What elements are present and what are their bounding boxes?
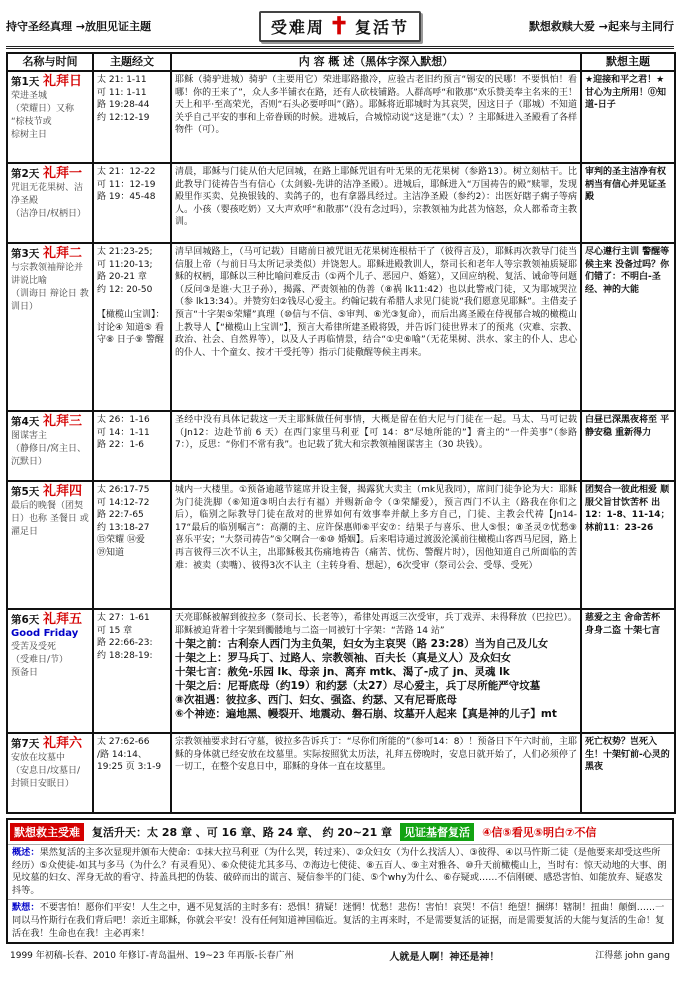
day-sub: 与宗教领袖辩论并讲说比喻 （训诲日 辩论日 教训日） [11,263,89,312]
table-row [7,481,675,609]
resurrection-header [8,820,672,844]
scripture-cell: 太 26：1-16 可 14：1-11 路 22：1-6 [93,411,171,481]
scripture-cell: 太 26:17-75 可 14:12-72 路 22:7-65 约 13:18-27 ⑮荣耀 ⑭爱 ⑲知道 [93,481,171,609]
theme-cell: 团契合一彼此相爱 顺服父旨甘饮苦杯 出12：1-8、11-14；林前11：23-26 [581,481,675,609]
day-number: 第6天 [11,614,40,626]
feast-label: 礼拜二 [42,246,82,261]
content-cell: 耶稣（骑驴进城）骑驴（主要用它）荣进耶路撒冷，应验古老旧约预言“锡安的民哪！不要惧怕！看哪！你的王来了”，众人多半铺衣在路，还有人砍枝铺路。人群高呼“和散那”欢乐赞美奉主名来的王！天上和平·至高荣光，否则“石头必要呼叫”（路）。耶稣将近耶城时为其哀哭，因这日子（耶城）不知道关乎自己平安的事和上帝眷顾的时候。进城后，合城惊动说“这是谁”（太）？主耶稣进入圣殿看了各样物件（可）。 [171,71,581,163]
theme-cell: 慈爱之主 舍命苦杯 身身二盗 十架七言 [581,609,675,733]
day-number: 第5天 [11,486,40,498]
day-cell [7,411,93,481]
header-left: 持守圣经真理 →放胆见证主题 [6,20,152,33]
day-cell [7,243,93,411]
col-date: 名称与时间 [7,53,93,71]
feast-label: 礼拜日 [42,74,82,89]
table-header-row [7,53,675,71]
footer-mid: 人就是人啊！神还是神！ [389,952,500,964]
day-sub: 最后的晚餐（团契日）也称 圣餐日 或 濯足日 [11,501,89,537]
feast-label: 礼拜六 [42,736,82,751]
col-theme: 默想主题 [581,53,675,71]
table-row [7,71,675,163]
theme-cell: 白昼已深黑夜将至 平静安稳 重新得力 [581,411,675,481]
feast-label: 礼拜一 [42,166,82,181]
col-content: 内 容 概 述（黑体字深入默想） [171,53,581,71]
day-cell [7,733,93,813]
day-cell [7,163,93,243]
title-right: 复活节 [355,17,410,37]
header [6,6,674,49]
content-cell [171,609,581,733]
theme-cell: 死亡权势？岂死入生！十架钉前-心灵的黑夜 [581,733,675,813]
day-cell [7,609,93,733]
summary-label: 概述： [12,847,40,858]
cross-line: 十架之后：尼哥底母（约19）和约瑟（太27）尽心爱主，兵丁尽所能严守坟墓 [175,680,541,693]
content-cell: 圣经中没有具体记载这一天主耶稣做任何事情，大概是留在伯大尼与门徒在一起。马太、马可记载（Jn12：边赴节前 6 天）在西门家里马利亚【可 14：8“尽她所能的”】膏主的“一件美事”（参路 7：），反思：“你们不常有我”。也记载了犹大和宗教领袖图谋害主（30 块钱）。 [171,411,581,481]
table-row [7,243,675,411]
col-scripture: 主题经文 [93,53,171,71]
schedule-table [6,52,676,814]
day-number: 第3天 [11,248,40,260]
scripture-cell: 太 21: 1-11 可 11: 1-11 路 19:28-44 约 12:12-19 [93,71,171,163]
title-left: 受难周 [270,17,325,37]
day-number: 第4天 [11,416,40,428]
content-cell: 城内一大楼里。①预备逾越节筵席并设主餐，揭露犹大卖主（mk见我同），席间门徒争论为大：耶稣为门徒洗脚（⑥知道③明白去行有福）并赐新命令（③荣耀爱），预言西门不认主（路我在你们之后），临别之际教导门徒在敌对的世界如何有效事奉并献上多方自己，门徒、主教会代祷【Jn14-17“最后的临别嘱言”：高潮的主、应许保惠师⑥平安⑦：结果子与喜乐、世人⑤恨；⑧圣灵⑦忧愁⑨喜乐平安；“大祭司祷告”⑤父啊合一⑥⑩ 婚姻】。后来唱诗通过渡汲沦溪前往橄榄山客西马尼园，路上再言彼得三次不认主，出耶稣极其伤痛地祷告（痛苦、忧伤、警醒片时），因他知道自己所面临的苦难：被卖（卖嘴）、彼得3次不认主（主转身看、想起），6次受审（祭司公会、受辱、受死） [171,481,581,609]
cross-line: 十架之前：古利奈人西门为主负架，妇女为主哀哭（路 23:28）当为自己及儿女 [175,638,549,651]
cross-line: 十架七言：赦免-乐园 lk、母亲 jn、离弃 mtk、渴了-成了 jn、灵魂 lk [175,666,510,679]
good-friday-label: Good Friday [11,628,79,639]
footer-right: 江得慈 john gang [595,951,670,962]
resurrection-section [6,818,674,944]
content-cell: 宗教领袖要求封石守墓，彼拉多告诉兵丁：“尽你们所能的”（参可14：8）！预备日下午六时前，主耶稣的身体就已经安放在坟墓里。实际按照犹太历法，礼拜五傍晚时，安息日就开始了，人们必须停了一切工，在整个安息日中，耶稣的身体一直在坟墓里。 [171,733,581,813]
page-title [259,11,421,42]
feast-label: 礼拜四 [42,484,82,499]
scripture-cell: 太 27：1-61 可 15 章 路 22:66-23: 约 18:28-19: [93,609,171,733]
footer-left: 1999 年初稿-长春、2010 年修订-青岛温州、19~23 年再版-长春广州 [10,951,294,962]
day-number: 第1天 [11,76,40,88]
feast-label: 礼拜三 [42,414,82,429]
summary-text: 果然复活的主多次显现并颁布大使命：①抹大拉马利亚（为什么哭，转过来）、②众妇女（为什么找活人）、③彼得、④以马忤斯二徒（是他要来却受这些所经历）⑤众使徒-如其与多马（为什么？有灵看见）、⑥众使徒尤其多马、⑦海边七使徒、⑧五百人、⑨主对雅各、⑩升天前橄榄山上，当时有：惊天动地的大事、朗见坟墓的妇女、浑身无故的看守、持盖具把的伪装、破碎而出的谎言、疑信参半的门徒、⑤个why为什么、⑥存疑或……不信刚硬、感恐害怕、如能放弃、疑惑发抖等。 [12,847,667,896]
day-number: 第2天 [11,168,40,180]
day-sub: 受苦及受死 （受难日/节） 预备日 [11,641,69,678]
content-cell: 清早回城路上，（马可记载）目睹前日被咒诅无花果树连根枯干了（彼得言及），耶稣再次教导门徒当信服上帝（与前日马太所记录类似）并饶恕人。耶稣进殿教训人，祭司长和老年人等宗教领袖质疑耶稣的权柄，耶稣以三种比喻问难反击（①两个儿子、恶园户、婚筵），又回应纳税、复活、诫命等问题（反问③是谁·大卫子孙），揭露、严责领袖的伪善（⑧祸 lk11:42）也以此警戒门徒，又为耶城哭泣（参 lk13:34）。并赞穷妇②钱尽心爱主。约翰记载有希腊人求见门徒说“我们愿意见耶稣”。主借麦子预言“十字架⑤荣耀”真理（⑩信与不信、⑤审判、⑥光③复命），而后出离圣殿在侍视郁合城的橄榄山上教导人【“橄榄山上宝训”】，预言大希律所建圣殿将毁，并告诉门徒世界末了的预兆（灾难、宗教、政治、社会、自然界等），以及人子再临情景，结合“①史⑥喻”（无花果树、洪水、家主的仆人、忠心的仆人、十个童女、按才干受托等）指示门徒儆醒等候主再来。 [171,243,581,411]
header-right: 默想救赎大爱 →起来与主同行 [528,20,674,33]
table-row [7,733,675,813]
content-intro: 天亮耶稣被解到彼拉多（祭司长、长老等），希律处再返三次受审，兵丁戏弄、未得释放（巴拉巴）。耶稣被迫背着十字架到髑髅地与二盗一同被钉十字架：“苦路 14 站” [175,613,577,636]
table-row [7,609,675,733]
summary-row [8,844,672,899]
day-cell [7,481,93,609]
meditate-tag: 默想救主受难 [10,823,84,841]
day-number: 第7天 [11,738,40,750]
resurrection-refs: 复活升天：太 28 章 、可 16 章、路 24 章、 约 20~21 章 [92,826,393,839]
reflect-row [8,899,672,942]
day-cell [7,71,93,163]
reflect-text: 不要害怕！愿你们平安！人生之中，遇不见复活的主时多有：恐惧！猜疑！迷惘！忧愁！悲伤！害怕！哀哭！不信！绝望！捆绑！辖制！扭曲！颠倒……一同以马忤斯行在我们背后吧！亲近主耶稣，你就会平安！没有任何知道神国临近。复活的主再来时，不是需要复活的证据，而是需要复活的大能与复活的生命！复活在我！生命也在我！主必再来！ [12,902,665,939]
feast-label: 礼拜五 [42,612,82,627]
table-row [7,163,675,243]
cross-line: ⑧次祖遇：彼拉多、西门、妇女、强盗、约瑟、又有尼哥底母 [175,694,457,707]
day-sub: 图谋害主 （静修日/窝主日、沉默日） [11,431,87,467]
cross-icon: ✝ [328,11,352,40]
table-row [7,411,675,481]
day-sub: 咒诅无花果树、洁净圣殿 （洁净日/权柄日） [11,183,87,219]
scripture-cell: 太 21:23-25; 可 11:20-13; 路 20-21 章 约 12: 20-50 【橄榄山宝训】：讨论④ 知道⑤ 看守⑧ 日子⑨ 警醒 [93,243,171,411]
scripture-cell: 太 21：12-22 可 11：12-19 路 19：45-48 [93,163,171,243]
witness-tag: 见证基督复活 [400,823,474,841]
theme-cell: ★迎接和平之君！★甘心为主所用！⓪知道-日子 [581,71,675,163]
cross-line: 十架之上：罗马兵丁、过路人、宗教领袖、百夫长（真是义人）及众妇女 [175,652,511,665]
theme-cell: 审判的圣主洁净有权柄当有信心并见证圣殿 [581,163,675,243]
footer [6,948,674,963]
reflect-label: 默想： [12,902,40,914]
scripture-cell: 太 27:62-66 /路 14:14、 19:25 页 3:1-9 [93,733,171,813]
theme-cell: 尽心遵行主训 警醒等候主来 没备过吗？你们错了：不明白-圣经、神的大能 [581,243,675,411]
cross-line: ⑥个神迹：遍地黑、幔裂开、地震动、磐石崩、坟墓开人起来【真是神的儿子】mt [175,708,557,721]
responses: ④信⑤看见⑤明白⑦不信 [482,826,597,839]
day-sub: 荣进圣城 （荣耀日）又称 “棕枝节或 棕树主日 [11,91,75,140]
day-sub: 安放在坟墓中 （安息日/坟墓日/ 封锁日安眠日） [11,753,81,789]
content-cell: 清晨，耶稣与门徒从伯大尼回城，在路上耶稣咒诅有叶无果的无花果树（参路13）。树立刻枯干。比此教导门徒祷告当有信心（太剑毅-先讲的洁净圣殿）。进城后，耶稣进入“万国祷告的殿”赎罪，发现殿里作买卖、兑换银钱的、卖鸽子的，也有拿器具经过。主洁净圣殿（参约2）：出医好瞎子瘸子等病人。小孩（婴孩吃奶）又大声欢呼“和散那”（没有念过吗），宗教领袖为此甚为恼怒，众人都希奇主教训。 [171,163,581,243]
